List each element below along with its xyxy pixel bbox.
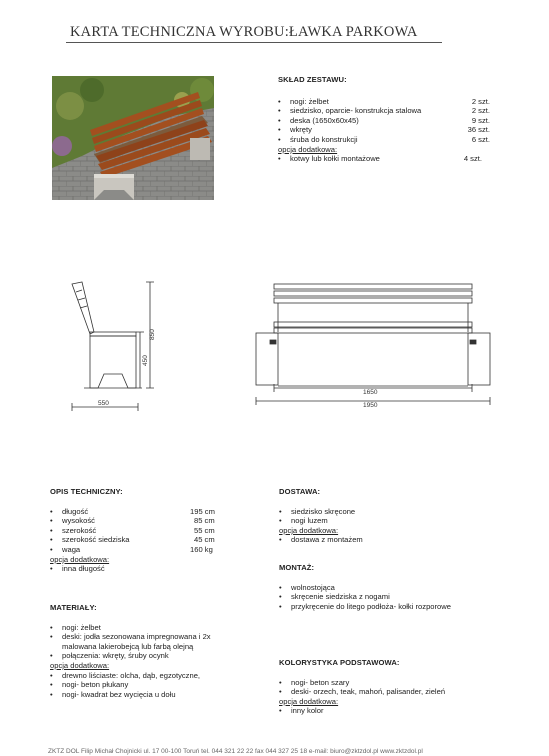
list-item: • drewno liściaste: olcha, dąb, egzotyczne,: [50, 671, 250, 681]
list-item: • inna długość: [50, 564, 250, 574]
kolorystyka-heading: KOLORYSTYKA PODSTAWOWA:: [279, 658, 400, 667]
montaz-heading: MONTAŻ:: [279, 563, 315, 572]
sklad-option-label: opcja dodatkowa:: [278, 144, 338, 154]
technical-drawing: [0, 270, 549, 425]
list-item: • inny kolor: [279, 706, 519, 716]
dim-inner-length: 1650: [363, 389, 378, 396]
list-item: • siedzisko skręcone: [279, 507, 509, 517]
list-item: • waga 160 kg: [50, 545, 250, 555]
list-item: • nogi- beton płukany: [50, 680, 250, 690]
list-item: • śruba do konstrukcji 6 szt.: [278, 135, 490, 145]
list-item: • skręcenie siedziska z nogami: [279, 592, 519, 602]
dim-length: 1950: [363, 402, 378, 409]
materialy-heading: MATERIAŁY:: [50, 603, 97, 612]
dim-height: 850: [149, 329, 156, 340]
list-item: • szerokość 55 cm: [50, 526, 250, 536]
kolorystyka-section: [279, 658, 519, 716]
list-item: • kotwy lub kołki montażowe 4 szt.: [278, 154, 490, 164]
list-item: • nogi luzem: [279, 516, 509, 526]
opis-heading: OPIS TECHNICZNY:: [50, 487, 123, 496]
list-item: • połączenia: wkręty, śruby ocynk: [50, 651, 250, 661]
list-item: • nogi- beton szary: [279, 678, 519, 688]
dostawa-heading: DOSTAWA:: [279, 487, 321, 496]
montaz-section: [279, 563, 519, 611]
materialy-option-label: opcja dodatkowa:: [50, 660, 110, 670]
materialy-section: [50, 603, 250, 699]
list-item: • przykręcenie do litego podłoża- kołki rozporowe: [279, 602, 519, 612]
opis-section: [50, 487, 250, 574]
dim-seat-height: 450: [142, 355, 149, 366]
footer-contact: ZKTZ DOL Filip Michał Chojnicki ul. 17 00-100 Toruń tel. 044 321 22 22 fax 044 327 25 18 e-mail: biuro@zktzdol.pl www.zktzdol.pl: [48, 748, 423, 755]
list-item: • deska (1650x60x45) 9 szt.: [278, 116, 490, 126]
list-item: • wolnostojąca: [279, 583, 519, 593]
list-item: • deski: jodła sezonowana impregnowana i 2x malowana lakierobejcą lub farbą olejną: [50, 632, 242, 651]
title-underline: [66, 42, 442, 43]
opis-option-label: opcja dodatkowa:: [50, 554, 110, 564]
sklad-section: [278, 75, 490, 164]
list-item: • nogi- kwadrat bez wycięcia u dołu: [50, 690, 250, 700]
dostawa-section: [279, 487, 509, 545]
list-item: • deski- orzech, teak, mahoń, palisander, zieleń: [279, 687, 519, 697]
product-photo: [52, 76, 214, 200]
list-item: • siedzisko, oparcie- konstrukcja stalowa 2 szt.: [278, 106, 490, 116]
page-title: KARTA TECHNICZNA WYROBU:ŁAWKA PARKOWA: [70, 24, 418, 40]
kolorystyka-option-label: opcja dodatkowa:: [279, 696, 339, 706]
list-item: • długość 195 cm: [50, 507, 250, 517]
list-item: • dostawa z montażem: [279, 535, 509, 545]
list-item: • nogi: żelbet 2 szt.: [278, 97, 490, 107]
list-item: • wysokość 85 cm: [50, 516, 250, 526]
list-item: • nogi: żelbet: [50, 623, 250, 633]
dostawa-option-label: opcja dodatkowa:: [279, 525, 339, 535]
list-item: • wkręty 36 szt.: [278, 125, 490, 135]
sklad-heading: SKŁAD ZESTAWU:: [278, 75, 347, 84]
dim-depth: 550: [98, 400, 109, 407]
list-item: • szerokość siedziska 45 cm: [50, 535, 250, 545]
